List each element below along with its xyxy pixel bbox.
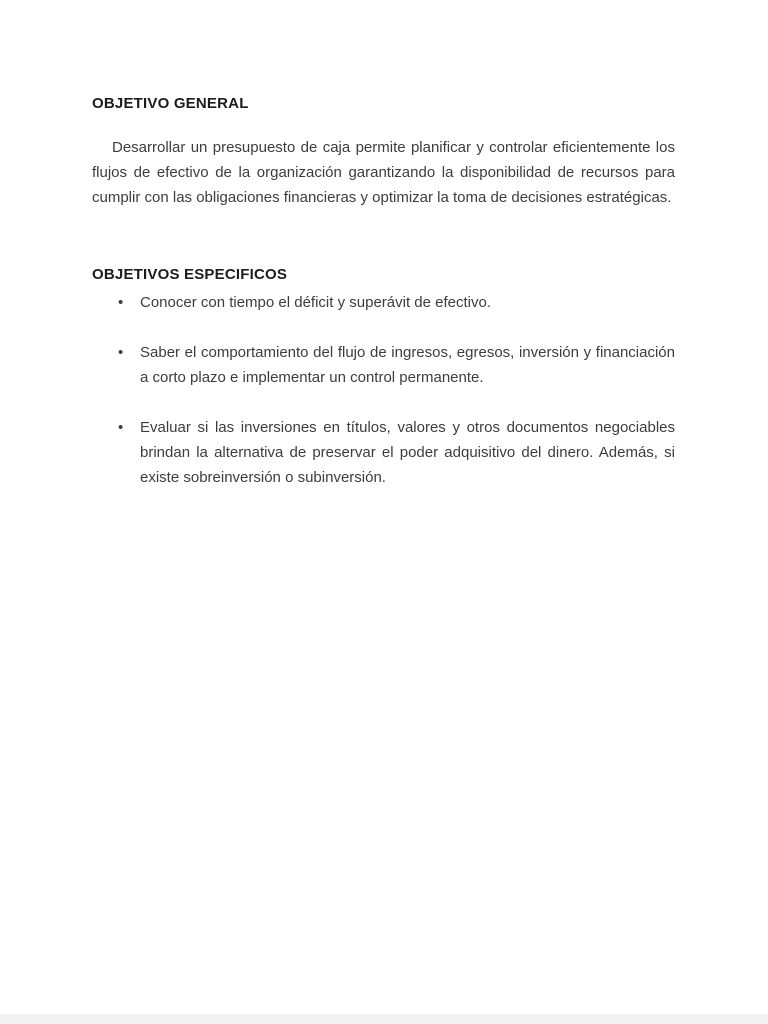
bullet-icon: • [118, 294, 124, 311]
specific-objectives-list [92, 290, 675, 490]
list-item [118, 340, 675, 390]
bullet-text: Evaluar si las inversiones en títulos, valores y otros documentos negociables brindan la alternativa de preservar el poder adquisitivo del dinero. Además, si existe sobreinversión o subinversión. [140, 419, 675, 486]
next-page-edge [0, 1014, 768, 1024]
list-item [118, 290, 675, 315]
heading-objetivos-especificos: OBJETIVOS ESPECIFICOS [92, 266, 288, 283]
general-objective-paragraph: Desarrollar un presupuesto de caja permite planificar y controlar eficientemente los flujos de efectivo de la organización garantizando la disponibilidad de recursos para cumplir con las obligaciones financieras y optimizar la toma de decisiones estratégicas. [92, 139, 675, 206]
bullet-text: Saber el comportamiento del flujo de ingresos, egresos, inversión y financiación a corto plazo e implementar un control permanente. [140, 344, 675, 386]
list-item [118, 415, 675, 490]
heading-objetivo-general: OBJETIVO GENERAL [92, 95, 249, 112]
bullet-icon: • [118, 344, 124, 361]
bullet-text: Conocer con tiempo el déficit y superávit de efectivo. [140, 294, 492, 311]
bullet-icon: • [118, 419, 124, 436]
